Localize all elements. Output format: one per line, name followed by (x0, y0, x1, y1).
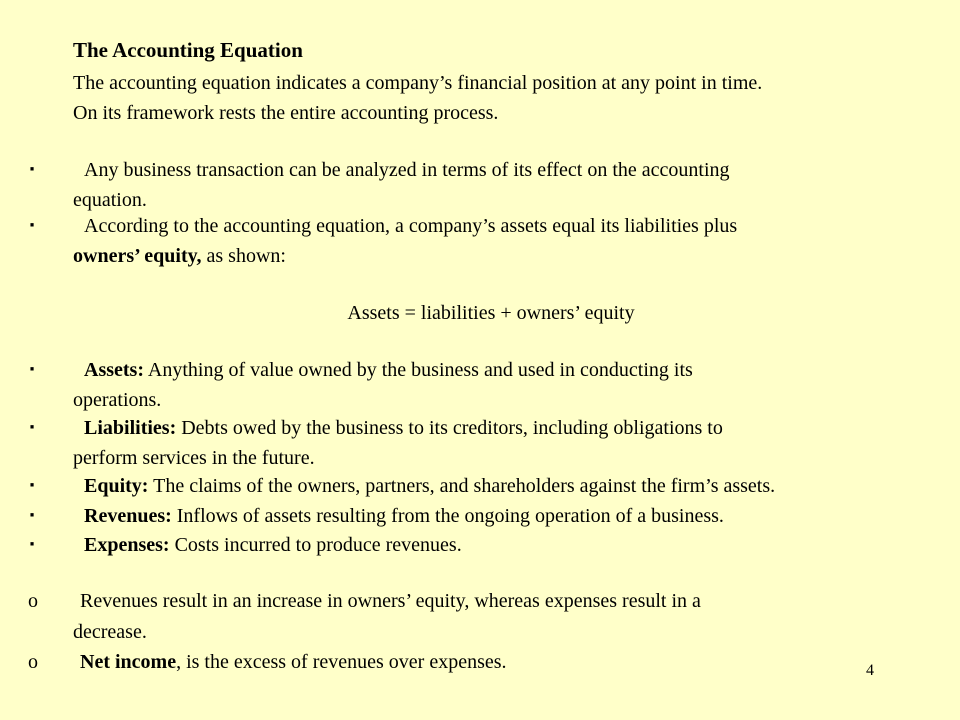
circle-bullet-icon: o (28, 651, 38, 673)
definition-text-continued: perform services in the future. (73, 447, 315, 469)
definition-text-continued: operations. (73, 389, 162, 411)
bullet-dot-icon: · (28, 534, 36, 555)
bullet-dot-icon: · (28, 505, 36, 526)
bold-term: owners’ equity, (73, 245, 202, 267)
accounting-equation: Assets = liabilities + owners’ equity (347, 302, 635, 324)
definition-body: Debts owed by the business to its creditors, including obligations to (176, 417, 723, 439)
bullet-dot-icon: · (28, 215, 36, 236)
bullet-text-continued (73, 241, 286, 271)
bullet-dot-icon: · (28, 417, 36, 438)
definition-body: The claims of the owners, partners, and shareholders against the firm’s assets. (148, 475, 776, 497)
bullet-text: Any business transaction can be analyzed in terms of its effect on the accounting (84, 159, 730, 181)
page-number: 4 (866, 662, 874, 679)
definition-term: Revenues: (84, 505, 172, 527)
definition-body: Costs incurred to produce revenues. (169, 534, 462, 556)
definition-term: Equity: (84, 475, 149, 497)
note-body: , is the excess of revenues over expenses. (176, 651, 507, 673)
bullet-text-tail: as shown: (201, 245, 286, 267)
bullet-dot-icon: · (28, 359, 36, 380)
note-text (80, 647, 507, 677)
slide-title: The Accounting Equation (73, 38, 303, 62)
bullet-text-continued: equation. (73, 189, 147, 211)
note-text: Revenues result in an increase in owners’ equity, whereas expenses result in a (80, 590, 701, 612)
definition-term: Liabilities: (84, 417, 177, 439)
intro-paragraph (73, 68, 933, 128)
bullet-dot-icon: · (28, 475, 36, 496)
definition-text (84, 355, 693, 385)
note-term: Net income (80, 651, 177, 673)
bullet-dot-icon: · (28, 159, 36, 180)
definition-text (84, 471, 775, 501)
definition-body: Anything of value owned by the business and used in conducting its (144, 359, 693, 381)
circle-bullet-icon: o (28, 590, 38, 612)
definition-text (84, 501, 724, 531)
intro-line-1: The accounting equation indicates a company’s financial position at any point in time. (73, 72, 763, 94)
definition-text (84, 413, 723, 443)
intro-line-2: On its framework rests the entire accounting process. (73, 102, 499, 124)
definition-text (84, 530, 462, 560)
bullet-text: According to the accounting equation, a company’s assets equal its liabilities plus (84, 215, 738, 237)
note-text-continued: decrease. (73, 621, 147, 643)
definition-term: Assets: (84, 359, 144, 381)
definition-body: Inflows of assets resulting from the ongoing operation of a business. (171, 505, 724, 527)
definition-term: Expenses: (84, 534, 170, 556)
